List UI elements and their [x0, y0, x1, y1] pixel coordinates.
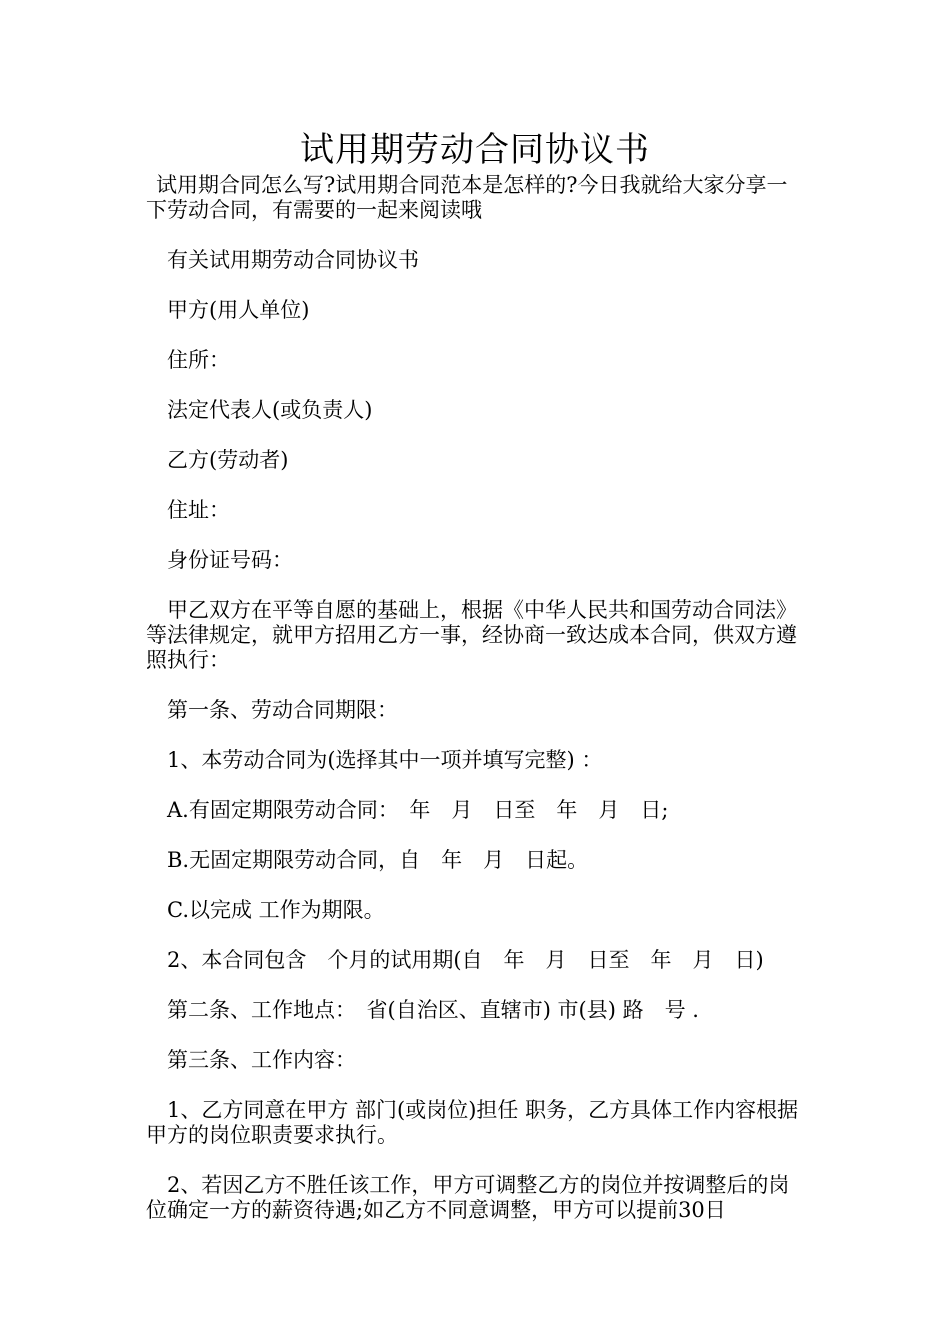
- party-a-label: 甲方(用人单位): [167, 298, 310, 322]
- option-b: B.无固定期限劳动合同，自 年 月 日起。: [167, 848, 589, 872]
- option-c: C.以完成 工作为期限。: [167, 898, 385, 922]
- subtitle-paragraph: 有关试用期劳动合同协议书: [167, 248, 419, 272]
- preamble-paragraph: 甲乙双方在平等自愿的基础上，根据《中华人民共和国劳动合同法》等法律规定，就甲方招用乙方一事，经协商一致达成本合同，供双方遵照执行：: [146, 598, 797, 672]
- article-3-clause-1: 1、乙方同意在甲方 部门(或岗位)担任 职务，乙方具体工作内容根据甲方的岗位职责要求执行。: [146, 1098, 799, 1147]
- article-3-clause-2: 2、若因乙方不胜任该工作，甲方可调整乙方的岗位并按调整后的岗位确定一方的薪资待遇;如乙方不同意调整，甲方可以提前30日: [146, 1173, 790, 1222]
- document-body: [146, 173, 808, 1248]
- article-1-clause-2: 2、本合同包含 个月的试用期(自 年 月 日至 年 月 日): [167, 948, 764, 972]
- article-3-heading: 第三条、工作内容：: [167, 1048, 356, 1072]
- article-2-heading: 第二条、工作地点： 省(自治区、直辖市) 市(县) 路 号 .: [167, 998, 699, 1022]
- article-1-clause-1: 1、本劳动合同为(选择其中一项并填写完整) ：: [167, 748, 603, 772]
- intro-paragraph: 试用期合同怎么写?试用期合同范本是怎样的?今日我就给大家分享一下劳动合同，有需要的一起来阅读哦: [146, 173, 788, 222]
- party-a-address: 住所：: [167, 348, 230, 372]
- document-title: 试用期劳动合同协议书: [300, 130, 650, 170]
- option-a: A.有固定期限劳动合同： 年 月 日至 年 月 日;: [167, 798, 669, 822]
- party-b-label: 乙方(劳动者): [167, 448, 289, 472]
- id-number: 身份证号码：: [167, 548, 293, 572]
- article-1-heading: 第一条、劳动合同期限：: [167, 698, 398, 722]
- party-b-address: 住址：: [167, 498, 230, 522]
- legal-representative: 法定代表人(或负责人): [167, 398, 373, 422]
